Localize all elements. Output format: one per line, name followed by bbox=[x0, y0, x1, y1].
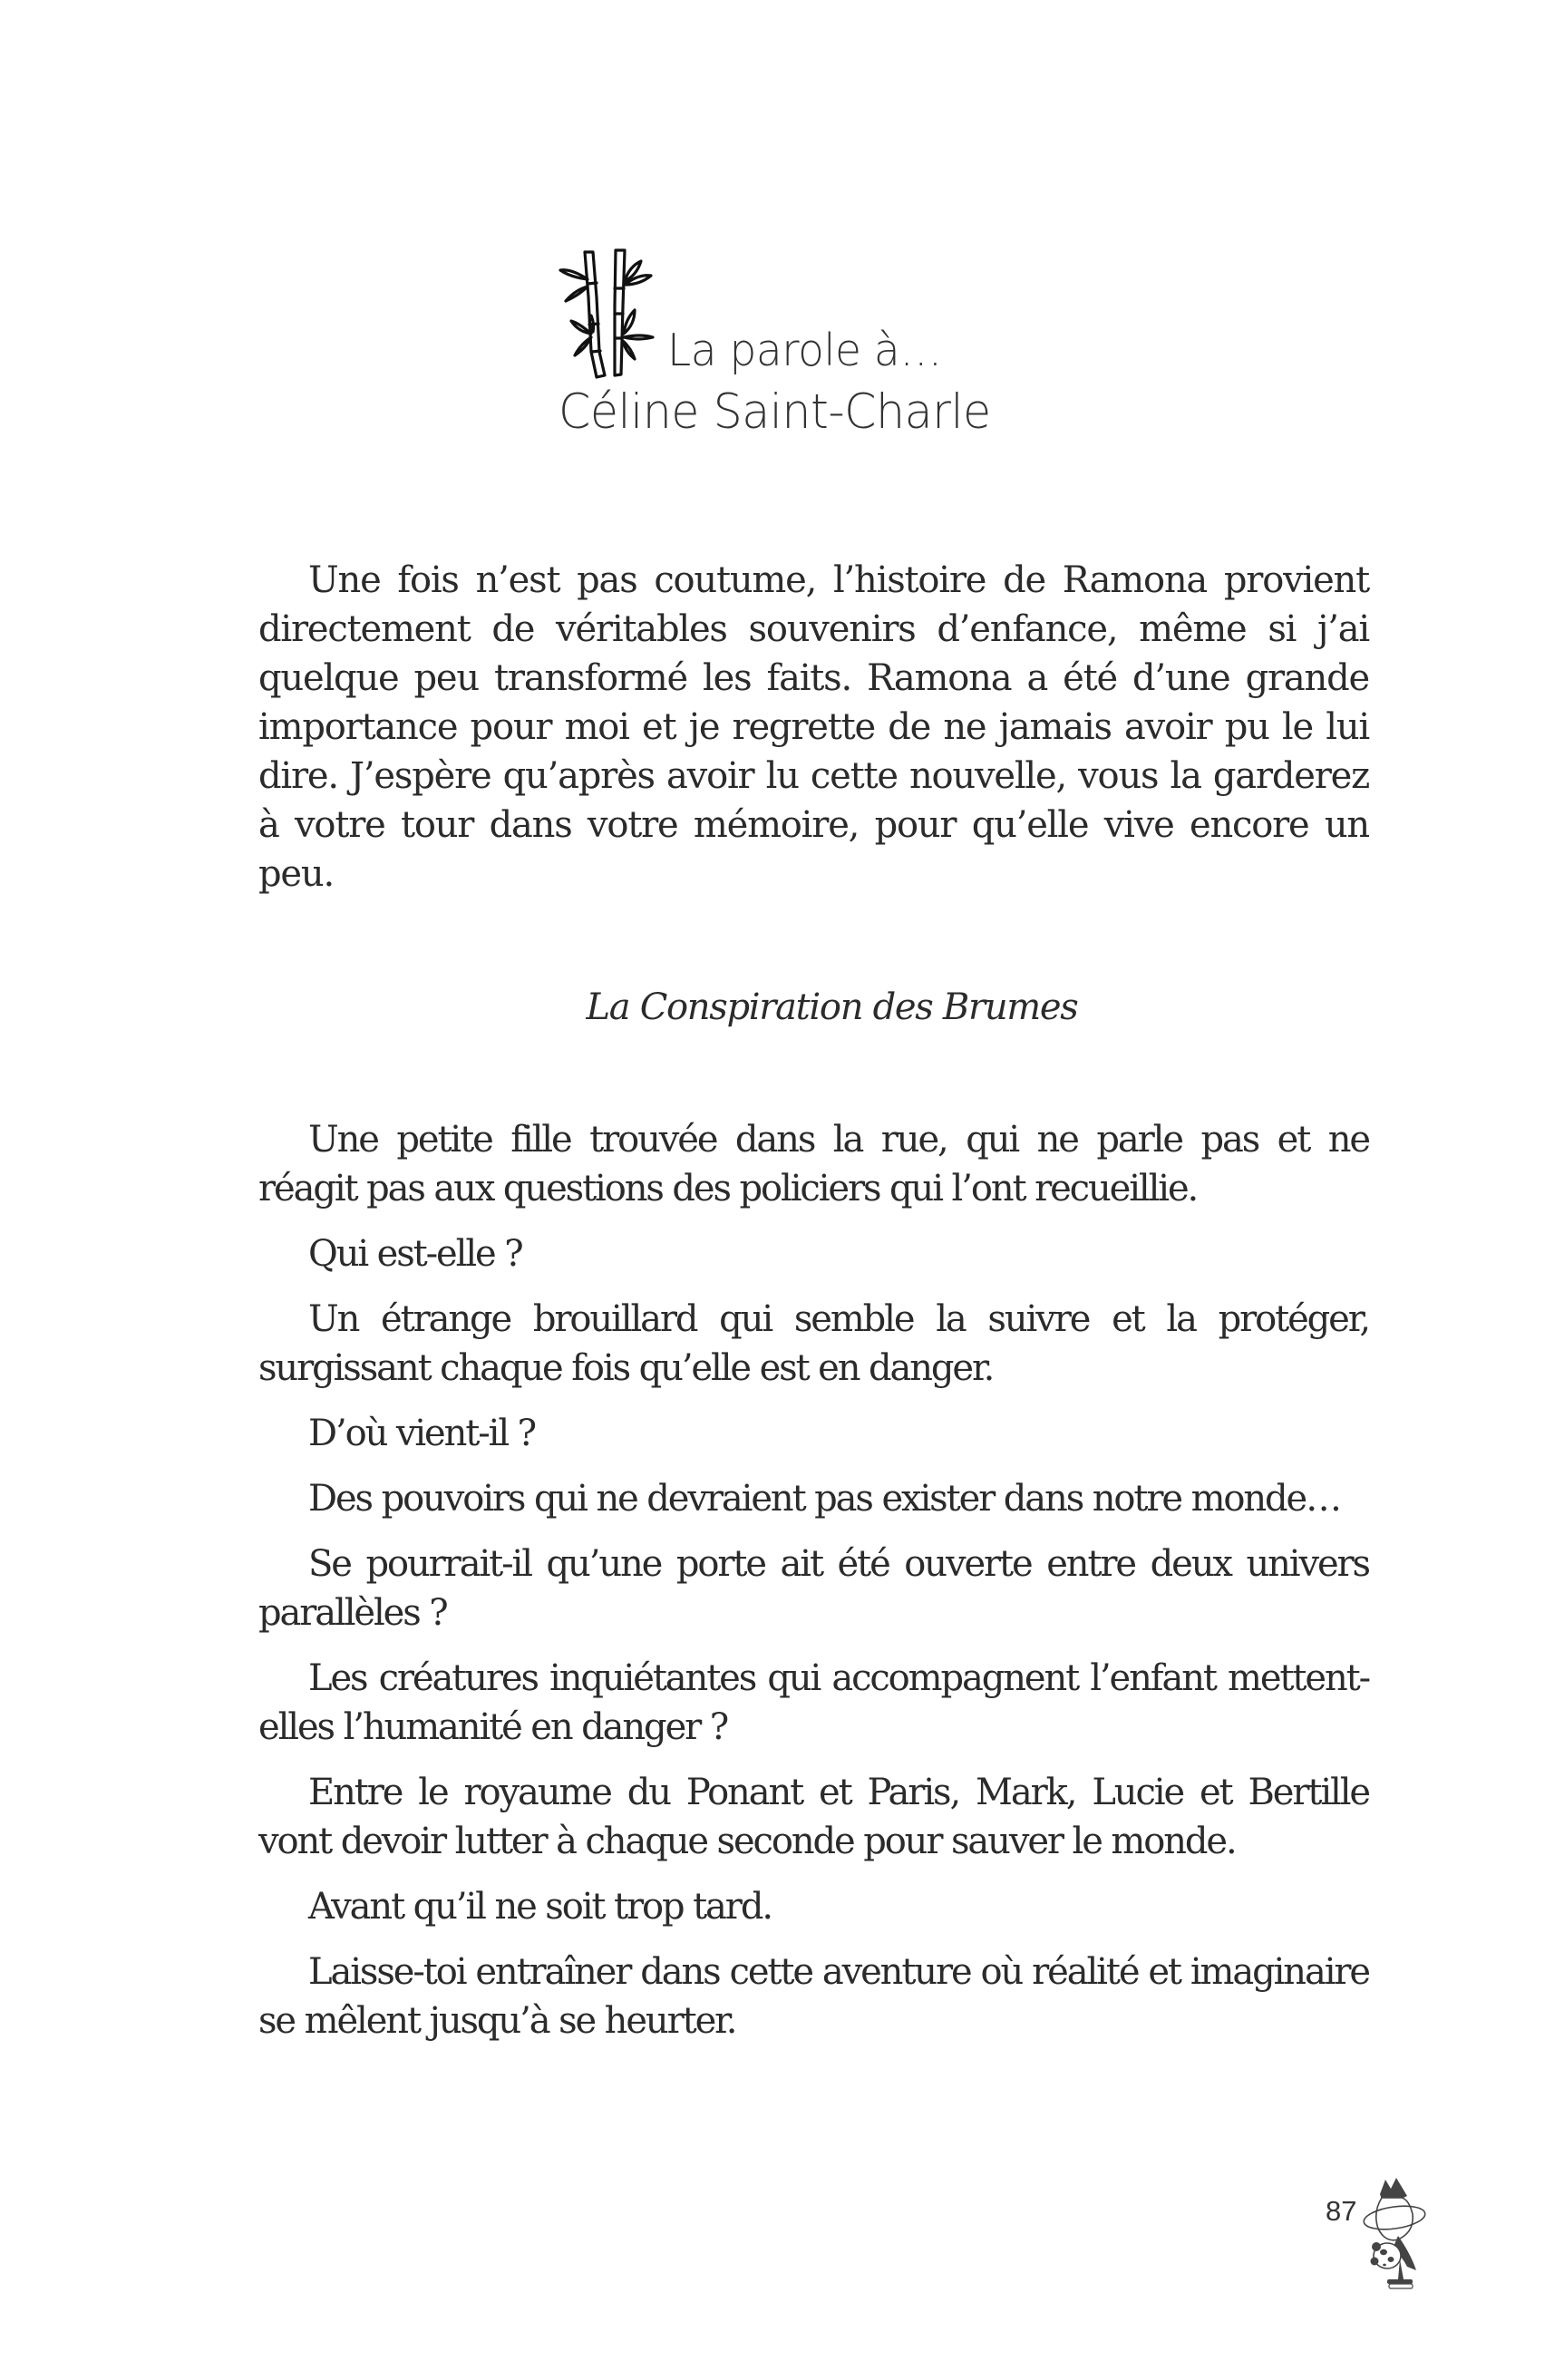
author-note bbox=[258, 556, 1369, 899]
synopsis-paragraph: Entre le royaume du Ponant et Paris, Mark, Lucie et Bertille vont devoir lutter à chaque seconde pour sauver le monde. bbox=[258, 1772, 1369, 1862]
synopsis-paragraph: Une petite fille trouvée dans la rue, qui ne parle pas et ne réagit pas aux questions des policiers qui l’ont recueillie. bbox=[258, 1119, 1369, 1209]
chapter-heading-line1: La parole à… bbox=[667, 325, 942, 376]
panda-hula-hoop-icon bbox=[1362, 2176, 1434, 2292]
bamboo-icon bbox=[555, 243, 659, 381]
page-number: 87 bbox=[1326, 2195, 1357, 2227]
synopsis-paragraph: Les créatures inquiétantes qui accompagnent l’enfant mettent-elles l’humanité en danger ? bbox=[258, 1657, 1369, 1748]
author-note-paragraph: Une fois n’est pas coutume, l’histoire de Ramona provient directement de véritables souvenirs d’enfance, même si j’ai quelque peu transformé les faits. Ramona a été d’une grande importance pour moi et je regrette de ne jamais avoir pu le lui dire. J’espère qu’après avoir lu cette nouvelle, vous la garderez à votre tour dans votre mémoire, pour qu’elle vive encore un peu. bbox=[258, 559, 1369, 895]
synopsis-paragraph: Qui est-elle ? bbox=[308, 1233, 522, 1275]
chapter-header bbox=[0, 0, 1564, 471]
book-title: La Conspiration des Brumes bbox=[586, 986, 1078, 1028]
synopsis-paragraph: Des pouvoirs qui ne devraient pas exister dans notre monde… bbox=[308, 1478, 1341, 1520]
synopsis-paragraph: Se pourrait-il qu’une porte ait été ouverte entre deux univers parallèles ? bbox=[258, 1543, 1369, 1634]
synopsis-paragraph: Un étrange brouillard qui semble la suivre et la protéger, surgissant chaque fois qu’elle est en danger. bbox=[258, 1298, 1369, 1389]
synopsis bbox=[258, 1115, 1369, 2062]
synopsis-paragraph: D’où vient-il ? bbox=[308, 1413, 536, 1454]
chapter-heading-author: Céline Saint-Charle bbox=[559, 384, 991, 440]
synopsis-paragraph: Laisse-toi entraîner dans cette aventure où réalité et imaginaire se mêlent jusqu’à se heurter. bbox=[258, 1951, 1369, 2042]
synopsis-paragraph: Avant qu’il ne soit trop tard. bbox=[308, 1886, 772, 1928]
